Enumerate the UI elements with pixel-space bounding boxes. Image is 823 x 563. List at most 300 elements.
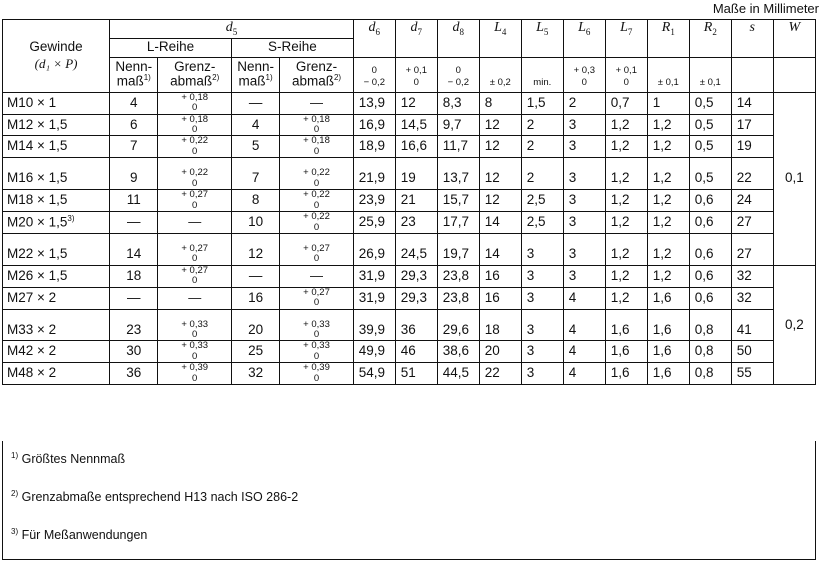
value-cell: 1,2 [605,190,647,212]
value-cell: 11,7 [437,136,479,158]
table-body [3,92,816,385]
footnote-ref-1: 1) [143,73,151,83]
table-row [3,363,816,385]
value-cell: 1,2 [605,136,647,158]
thread-designation: M26 × 1,5 [7,267,68,283]
thread-designation: M27 × 2 [7,289,57,305]
header-col-sym: R [661,20,671,35]
thread-designation: M22 × 1,5 [7,245,68,261]
header-col-l6 [563,20,605,58]
value-cell: 26,9 [353,233,395,265]
l-nennmass-cell: 7 [110,136,158,158]
thread-designation: M42 × 2 [7,343,57,359]
l-nennmass-cell: 9 [110,158,158,190]
thread-cell [3,233,110,265]
thread-cell [3,136,110,158]
tolerance-lower: 0 [192,372,198,384]
tolerance-upper: + 0,18 [181,91,209,103]
tolerance-upper: + 0,33 [303,318,330,330]
s-grenzabmass-cell [280,190,354,212]
s-nennmass-cell: — [231,265,279,287]
value-cell: 22 [479,363,521,385]
tolerance-upper: + 0,22 [303,211,330,223]
thread-cell [3,114,110,136]
l-nennmass-cell: 6 [110,114,158,136]
s-nennmass-cell: 25 [231,341,279,363]
value-cell: 22 [731,158,773,190]
tolerance-upper: + 0,27 [181,242,209,254]
table-row [3,114,816,136]
header-grenzabmass [280,57,354,92]
tolerance-upper: — [188,214,202,230]
footnote-ref-3: 3) [67,213,75,223]
tolerance-lower: 0 [313,329,320,340]
tolerance-upper: + 0,27 [181,189,209,201]
value-cell: 20 [479,341,521,363]
value-cell: 3 [563,114,605,136]
header-col-d7 [395,20,437,58]
header-nennmass-l2 [234,74,277,89]
tolerance-lower: 0 [413,77,419,89]
tolerance-upper: + 0,22 [181,135,209,147]
tolerance-upper: + 0,22 [303,167,330,179]
value-cell: 27 [731,233,773,265]
tolerance-lower: 0 [313,253,320,265]
value-cell: 1,2 [647,190,689,212]
tolerance-lower: − 0,2 [363,77,385,89]
value-cell: 31,9 [353,265,395,287]
value-cell: 3 [563,265,605,287]
header-col-sub: 7 [417,26,423,37]
l-grenzabmass-cell [158,363,232,385]
tolerance-lower: 0 [192,329,198,340]
value-cell: 19 [395,158,437,190]
header-tolerance [731,57,773,92]
table-row [3,341,816,363]
value-cell: 16,9 [353,114,395,136]
value-cell: 29,3 [395,265,437,287]
footnote-ref-2: 2) [212,73,220,83]
value-cell: 0,6 [689,190,731,212]
header-d5 [110,20,354,39]
s-grenzabmass-cell [280,233,354,265]
value-cell: 4 [563,363,605,385]
thread-cell [3,363,110,385]
value-cell: 0,8 [689,363,731,385]
dimensions-table [2,19,816,385]
tolerance-upper: + 0,22 [303,189,330,201]
l-nennmass-cell: 11 [110,190,158,212]
value-cell: 21 [395,190,437,212]
s-nennmass-cell: 10 [231,212,279,234]
l-nennmass-cell: 36 [110,363,158,385]
header-nennmass-l2 [112,74,155,89]
value-cell: 1,2 [647,233,689,265]
header-col-l7 [605,20,647,58]
value-cell: 3 [521,309,563,341]
footnotes [2,441,816,560]
value-cell: 1,2 [647,158,689,190]
value-cell: 1,2 [605,212,647,234]
tolerance-upper: + 0,33 [181,340,209,352]
s-grenzabmass-cell [280,309,354,341]
header-grenzabmass-l2 [282,74,351,89]
value-cell: 8 [479,92,521,114]
tolerance-upper: + 0,39 [181,362,209,374]
header-col-sub: 8 [459,26,465,37]
s-nennmass-cell: 5 [231,136,279,158]
table-row [3,136,816,158]
value-cell: 16 [479,287,521,309]
value-cell: 0,5 [689,158,731,190]
value-cell: 0,8 [689,341,731,363]
s-nennmass-cell: 32 [231,363,279,385]
thread-designation: M16 × 1,5 [7,170,68,186]
thread-designation: M33 × 2 [7,321,57,337]
s-nennmass-cell: 12 [231,233,279,265]
tolerance-lower: 0 [192,145,198,157]
value-cell: 4 [563,309,605,341]
tolerance-lower: ± 0,1 [657,77,679,89]
value-cell: 19,7 [437,233,479,265]
tolerance-upper: + 0,1 [405,64,427,76]
value-cell: 51 [395,363,437,385]
tolerance-lower: 0 [192,350,198,362]
value-cell: 4 [563,341,605,363]
header-nennmass-l1: Nenn- [115,58,153,74]
thread-designation: M10 × 1 [7,94,57,110]
header-gewinde-label: Gewinde [29,39,83,55]
value-cell: 4 [563,287,605,309]
tolerance-upper: + 0,33 [181,318,209,330]
value-cell: 3 [521,233,563,265]
s-nennmass-cell: 7 [231,158,279,190]
value-cell: 1,2 [647,136,689,158]
value-cell: 1,6 [647,287,689,309]
l-nennmass-cell: 14 [110,233,158,265]
value-cell: 12 [479,114,521,136]
table-row [3,265,816,287]
value-cell: 46 [395,341,437,363]
l-grenzabmass-cell [158,233,232,265]
header-d5-sym: d [225,20,233,35]
tolerance-upper: + 0,22 [181,167,209,179]
value-cell: 0,8 [689,309,731,341]
l-grenzabmass-cell [158,265,232,287]
header-grenzabmass-l2 [160,74,229,89]
header-col-sym: L [578,20,586,35]
value-cell: 1,2 [647,212,689,234]
tolerance-upper: + 0,1 [615,64,637,76]
value-cell: 1,2 [647,114,689,136]
value-cell: 24,5 [395,233,437,265]
header-col-sub: 6 [375,26,381,37]
header-nennmass-text: maß [238,73,266,89]
tolerance-lower: 0 [623,77,629,89]
value-cell: 0,6 [689,233,731,265]
tolerance-lower: 0 [192,124,198,135]
value-cell: 1,6 [647,309,689,341]
header-col-l4 [479,20,521,58]
value-cell: 14 [479,212,521,234]
tolerance-lower: ± 0,2 [489,77,511,89]
s-grenzabmass-cell [280,212,354,234]
tolerance-upper: + 0,27 [181,264,209,276]
l-nennmass-cell: 4 [110,92,158,114]
header-gewinde [3,20,110,93]
l-grenzabmass-cell [158,92,232,114]
s-grenzabmass-cell [280,114,354,136]
unit-note: Maße in Millimeter [712,1,819,16]
value-cell: 2 [563,92,605,114]
tolerance-upper: + 0,18 [303,135,330,147]
tolerance-upper: 0 [455,64,461,76]
value-cell: 54,9 [353,363,395,385]
s-nennmass-cell: — [231,92,279,114]
header-nennmass [231,57,279,92]
table-row [3,233,816,265]
l-grenzabmass-cell [158,212,232,234]
header-grenzabmass-text: abmaß [170,73,213,89]
header-col-d8 [437,20,479,58]
value-cell: 3 [563,190,605,212]
header-nennmass-l1: Nenn- [237,58,274,74]
header-d5-sub: 5 [232,26,238,37]
value-cell: 1,2 [647,265,689,287]
header-tolerance [479,57,521,92]
l-nennmass-cell: — [110,212,158,234]
l-grenzabmass-cell [158,158,232,190]
s-grenzabmass-cell [280,158,354,190]
l-grenzabmass-cell [158,136,232,158]
value-cell: 19 [731,136,773,158]
value-cell: 0,7 [605,92,647,114]
s-nennmass-cell: 8 [231,190,279,212]
l-nennmass-cell: 30 [110,341,158,363]
header-tolerance [689,57,731,92]
value-cell: 29,3 [395,287,437,309]
header-col-sym: R [703,20,713,35]
tolerance-upper: + 0,3 [573,64,595,76]
value-cell: 38,6 [437,341,479,363]
header-col-sym: L [494,20,502,35]
value-cell: 17 [731,114,773,136]
header-col-sym: d [452,20,460,35]
tolerance-lower: 0 [313,145,320,157]
s-grenzabmass-cell [280,265,354,287]
value-cell: 23 [395,212,437,234]
value-cell: 27 [731,212,773,234]
table-row [3,287,816,309]
value-cell: 18,9 [353,136,395,158]
l-nennmass-cell: 18 [110,265,158,287]
table-row [3,212,816,234]
thread-designation: M18 × 1,5 [7,192,68,208]
value-cell: 39,9 [353,309,395,341]
value-cell: 9,7 [437,114,479,136]
table-row [3,158,816,190]
header-grenzabmass-text: abmaß [291,73,334,89]
tolerance-lower: 0 [581,77,587,89]
value-cell: 13,9 [353,92,395,114]
value-cell: 3 [521,363,563,385]
header-col-r1 [647,20,689,58]
header-tolerance [437,57,479,92]
value-cell: 1,6 [647,341,689,363]
tolerance-lower: 0 [192,102,198,114]
thread-cell [3,265,110,287]
tolerance-lower: 0 [192,253,198,265]
tolerance-upper: — [310,94,324,110]
header-tolerance [353,57,395,92]
header-col-sub: 2 [712,26,717,37]
value-cell: 31,9 [353,287,395,309]
tolerance-lower: min. [533,77,552,89]
l-nennmass-cell: — [110,287,158,309]
value-cell: 3 [563,212,605,234]
header-col-sub: 5 [543,26,549,37]
header-grenzabmass [158,57,232,92]
value-cell: 3 [521,287,563,309]
value-cell: 44,5 [437,363,479,385]
value-cell: 3 [563,136,605,158]
value-cell: 3 [563,233,605,265]
header-tolerance [605,57,647,92]
footnote-ref-1: 1) [265,73,273,83]
value-cell: 12 [479,190,521,212]
header-nennmass [110,57,158,92]
header-col-sub: 7 [627,26,633,37]
s-nennmass-cell: 4 [231,114,279,136]
footnote-3: $^{3)}$ Für Meßanwendungen [11,527,148,543]
tolerance-lower: 0 [192,275,198,287]
value-cell: 0,5 [689,114,731,136]
value-cell: 21,9 [353,158,395,190]
tolerance-upper: + 0,39 [303,362,330,374]
value-cell: 49,9 [353,341,395,363]
header-col-sym: d [368,20,376,35]
tolerance-upper: — [310,268,324,284]
thread-cell [3,309,110,341]
header-row-1 [3,20,816,39]
header-tolerance [563,57,605,92]
value-cell: 2 [521,114,563,136]
value-cell: 36 [395,309,437,341]
tolerance-lower: 0 [313,297,320,309]
value-cell: 1,6 [605,363,647,385]
thread-designation: M12 × 1,5 [7,116,68,132]
thread-cell [3,341,110,363]
value-cell: 1,6 [605,341,647,363]
value-cell: 0,5 [689,136,731,158]
value-cell: 0,6 [689,265,731,287]
value-cell: 32 [731,287,773,309]
value-cell: 8,3 [437,92,479,114]
header-s-reihe: S-Reihe [231,38,353,57]
value-cell: 1,6 [605,309,647,341]
header-col-sym: L [620,20,628,35]
table-row [3,309,816,341]
header-col-w [773,20,815,58]
value-cell: 29,6 [437,309,479,341]
s-grenzabmass-cell [280,92,354,114]
header-col-sym: L [536,20,544,35]
header-col-sub: 6 [585,26,591,37]
value-cell: 1,2 [605,158,647,190]
value-cell: 1,6 [647,363,689,385]
tolerance-lower: 0 [313,221,320,233]
tolerance-lower: − 0,2 [447,77,469,89]
value-cell: 3 [521,265,563,287]
thread-designation: M48 × 2 [7,365,57,381]
value-cell: 41 [731,309,773,341]
w-cell-2: 0,2 [773,265,815,384]
s-grenzabmass-cell [280,136,354,158]
header-col-l5 [521,20,563,58]
header-col-sym: s [749,20,755,35]
tolerance-lower: 0 [192,177,198,189]
value-cell: 2,5 [521,212,563,234]
header-row-3 [3,57,816,92]
thread-cell [3,287,110,309]
value-cell: 1,2 [605,233,647,265]
value-cell: 0,6 [689,287,731,309]
value-cell: 25,9 [353,212,395,234]
thread-cell [3,212,110,234]
value-cell: 2 [521,136,563,158]
value-cell: 23,8 [437,287,479,309]
w-cell-1: 0,1 [773,92,815,265]
value-cell: 14 [731,92,773,114]
header-col-sub: 1 [670,26,675,37]
value-cell: 14 [479,233,521,265]
s-nennmass-cell: 20 [231,309,279,341]
value-cell: 18 [479,309,521,341]
value-cell: 3 [563,158,605,190]
tolerance-upper: + 0,18 [303,113,330,125]
tolerance-lower: 0 [313,124,320,135]
value-cell: 12 [479,158,521,190]
table-header [3,20,816,93]
thread-cell [3,190,110,212]
value-cell: 24 [731,190,773,212]
header-tolerance [521,57,563,92]
tolerance-upper: + 0,27 [303,286,330,298]
header-grenzabmass-l1: Grenz- [295,58,338,74]
value-cell: 23,9 [353,190,395,212]
value-cell: 12 [479,136,521,158]
tolerance-upper: + 0,33 [303,340,330,352]
tolerance-upper: + 0,18 [181,113,209,125]
value-cell: 1 [647,92,689,114]
tolerance-lower: ± 0,1 [699,77,721,89]
tolerance-lower: 0 [313,350,320,362]
value-cell: 16 [479,265,521,287]
value-cell: 2 [521,158,563,190]
l-nennmass-cell: 23 [110,309,158,341]
value-cell: 1,2 [605,265,647,287]
table-row [3,92,816,114]
s-grenzabmass-cell [280,363,354,385]
l-grenzabmass-cell [158,190,232,212]
tolerance-upper: — [188,289,202,305]
value-cell: 1,2 [605,114,647,136]
thread-cell [3,92,110,114]
tolerance-lower: 0 [313,372,320,384]
thread-designation: M14 × 1,5 [7,138,68,154]
value-cell: 16,6 [395,136,437,158]
footnote-ref-2: 2) [333,73,342,83]
